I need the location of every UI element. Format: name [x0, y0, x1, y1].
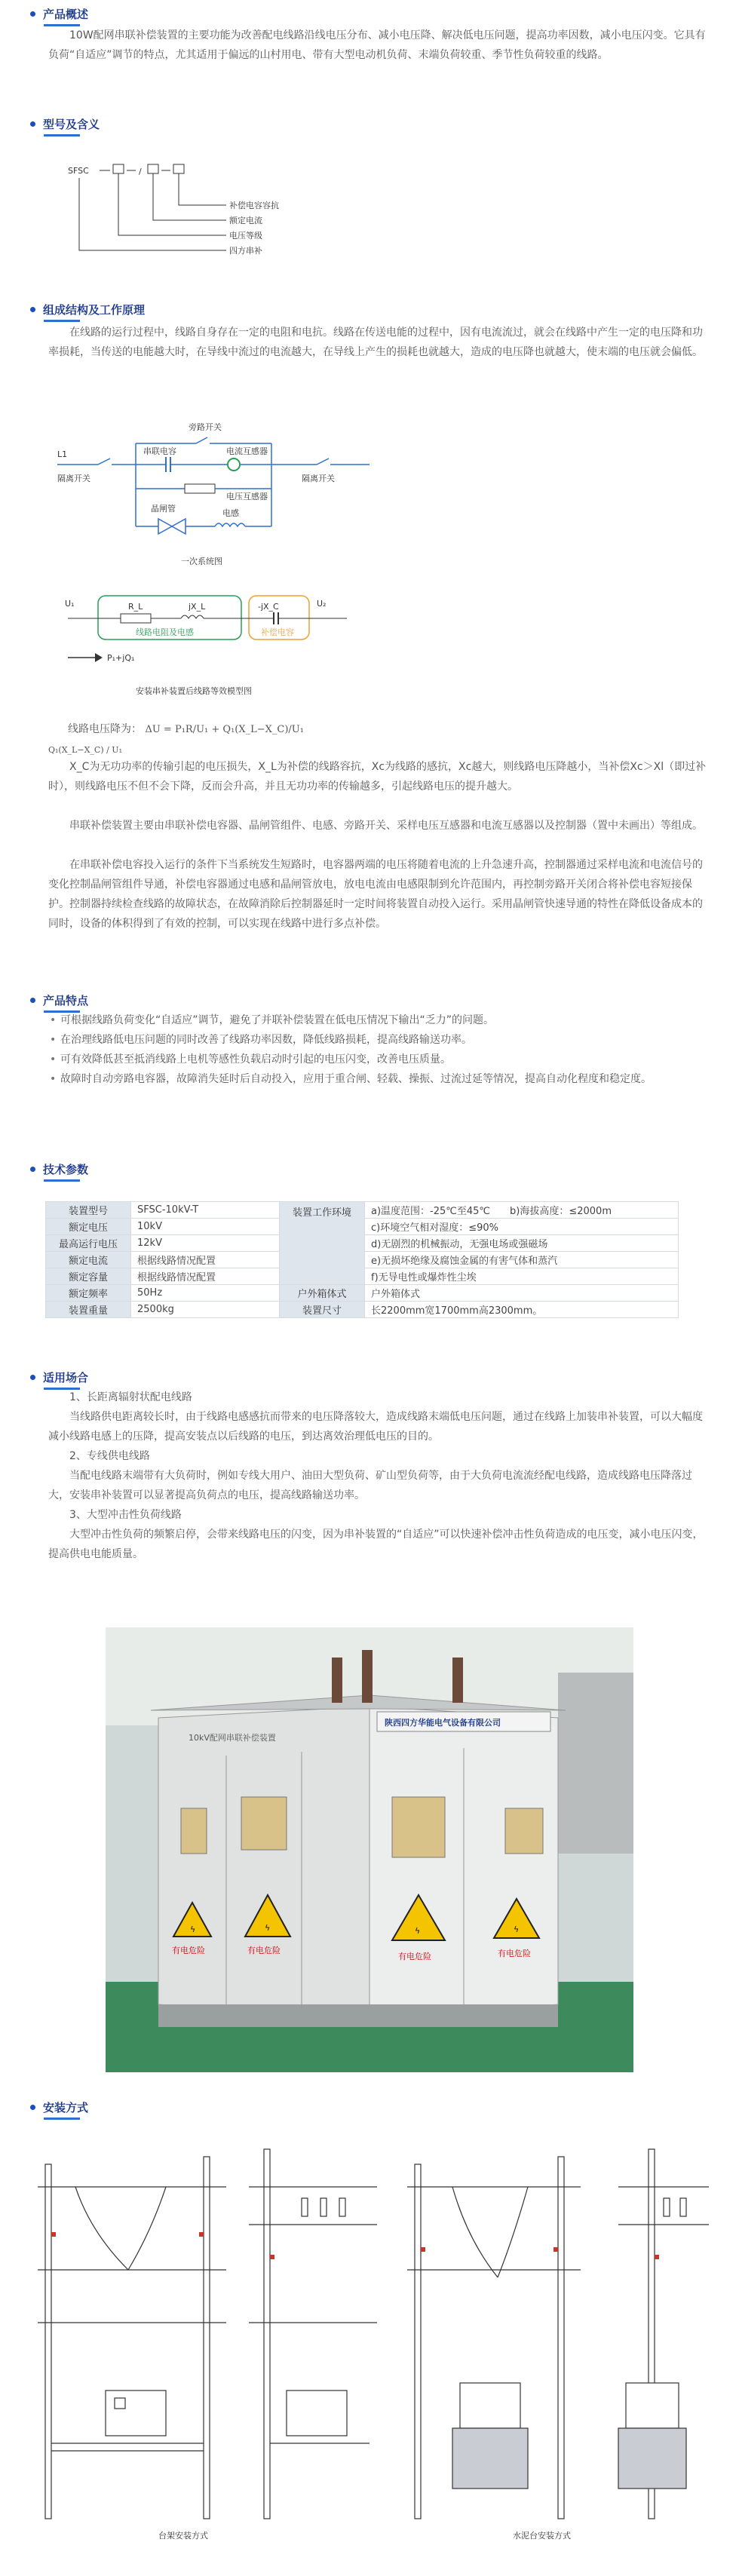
spec-key: 装置重量: [46, 1302, 131, 1318]
section-title-install: [30, 2099, 88, 2115]
left-switch-label: 隔离开关: [57, 474, 90, 483]
env-item: c)环境空气相对湿度：≤90%: [365, 1219, 679, 1235]
box-label: 户外箱体式: [280, 1285, 365, 1302]
bullet-icon: [30, 1167, 35, 1172]
model-code-diagram: [60, 151, 392, 279]
spec-key: 最高运行电压: [46, 1235, 131, 1252]
legend-voltage: 电压等级: [229, 231, 262, 241]
spec-key: 额定频率: [46, 1285, 131, 1302]
equivalent-model-diagram: [60, 588, 362, 709]
vt-label: 电压互感器: [226, 492, 268, 501]
bullet-icon: [30, 2105, 35, 2110]
cabinet-title: 10kV配网串联补偿装置: [189, 1733, 276, 1743]
install-caption-platform: 台架安装方式: [158, 2531, 208, 2541]
slash-separator: /: [139, 167, 142, 176]
bullet-icon: [30, 998, 35, 1003]
jx-label: jX_L: [189, 602, 206, 612]
warning-text: 有电危险: [247, 1946, 281, 1955]
structure-p2-text: 串联补偿装置主要由串联补偿电容器、晶闸管组件、电感、旁路开关、采样电压互感器和电流互感器以及控制器（置中未画出）等组成。: [69, 820, 703, 832]
title-underline: [44, 1179, 80, 1182]
env-item: f)无导电性或爆炸性尘埃: [365, 1268, 679, 1285]
legend-capacitance: 补偿电容容抗: [229, 201, 279, 210]
section-title-usage: [30, 1369, 88, 1385]
capacitor-label: 串联电容: [143, 446, 176, 456]
l1-label: L1: [57, 449, 68, 459]
specs-title: 技术参数: [43, 1163, 89, 1176]
formula-text: ΔU = P₁R/U₁ + Q₁(X_L−X_C)/U₁: [145, 724, 304, 735]
structure-p3: [48, 855, 712, 934]
spec-key: 额定电流: [46, 1252, 131, 1268]
section-title-structure: [30, 302, 145, 317]
model-title: 型号及含义: [43, 118, 100, 131]
box-value: 户外箱体式: [365, 1285, 679, 1302]
table-row: [46, 1202, 679, 1219]
spec-value: 根据线路情况配置: [131, 1252, 280, 1268]
bullet-icon: [30, 121, 35, 127]
table-row: [46, 1302, 679, 1318]
legend-current: 额定电流: [229, 216, 262, 225]
section-title-model: [30, 116, 100, 132]
reactor-label: 电感: [222, 508, 239, 518]
feature-item: • 可有效降低甚至抵消线路上电机等感性负载启动时引起的电压闪变，改善电压质量。: [48, 1050, 712, 1069]
warning-text: 有电危险: [172, 1946, 205, 1955]
structure-p3-text: 在串联补偿电容投入运行的条件下当系统发生短路时，电容器两端的电压将随着电流的上升急速升高，控制器通过采样电流和电流信号的变化控制晶闸管组件导通，补偿电容器通过电感和晶闸管放电，放电电流由电感限制到允许范围内，再控制旁路开关闭合将补偿电容短接保护。控制器持续检查线路的故障状态，在故障消除后控制器延时一定时间将装置自动投入运行。采用晶闸管快速导通的特性在降低设备成本的同时，设备的体积得到了有效的控制，可以实现在线路中进行多点补偿。: [48, 859, 703, 930]
usage-text: 大型冲击性负荷的频繁启停，会带来线路电压的闪变，因为串补装置的“自适应”可以快速补偿冲击性负荷造成的电压变，减小电压闪变，提高供电电能质量。: [48, 1529, 704, 1560]
spec-key: 装置型号: [46, 1202, 131, 1219]
warning-text: 有电危险: [498, 1949, 531, 1958]
section-title-specs: [30, 1161, 88, 1177]
legend-brand: 四方串补: [229, 246, 262, 256]
usage-heading: 1、长距离辐射状配电线路: [69, 1391, 192, 1403]
env-item: d)无剧烈的机械振动，无强电场或强磁场: [365, 1235, 679, 1252]
spec-key: 额定容量: [46, 1268, 131, 1285]
line-label: 线路电阻及电感: [136, 627, 194, 637]
power-label: P₁+jQ₁: [107, 653, 135, 663]
overview-text: 10W配网串联补偿装置的主要功能为改善配电线路沿线电压分布、减小电压降、解决低电压问题，提高功率因数，减小电压闪变。它具有负荷“自适应”调节的特点，尤其适用于偏远的山村用电、带有大型电动机负荷、末端负荷较重、季节性负荷较重的线路。: [48, 29, 706, 61]
overview-paragraph: [48, 26, 712, 65]
spec-value: 12kV: [131, 1235, 280, 1252]
usage-text: 当配电线路末端带有大负荷时，例如专线大用户、油田大型负荷、矿山型负荷等，由于大负荷电流流经配电线路，造成线路电压降落过大，安装串补装置可以显著提高负荷点的电压，提高线路输送功率。: [48, 1470, 692, 1501]
formula-row: [68, 721, 304, 736]
nameplate-text: 陕西四方华能电气设备有限公司: [385, 1718, 501, 1728]
spec-key: 额定电压: [46, 1219, 131, 1235]
spec-value: 10kV: [131, 1219, 280, 1235]
env-item: e)无损坏绝缘及腐蚀金属的有害气体和蒸汽: [365, 1252, 679, 1268]
lightning-icon: ϟ: [514, 1924, 520, 1934]
structure-intro-text: 在线路的运行过程中，线路自身存在一定的电阻和电抗。线路在传送电能的过程中，因有电流流过，就会在线路中产生一定的电压降和功率损耗，当传送的电能越大时，在导线中流过的电流越大，在导线上产生的损耗也就越大，造成的电压降也就越大，使末端的电压就会偏低。: [48, 327, 703, 358]
structure-title: 组成结构及工作原理: [43, 303, 146, 317]
bypass-switch-label: 旁路开关: [189, 422, 222, 432]
right-switch-label: 隔离开关: [302, 474, 335, 483]
title-underline: [44, 2118, 80, 2120]
thyristor-label: 晶闸管: [151, 504, 176, 514]
structure-intro: [48, 323, 712, 362]
spec-value: 50Hz: [131, 1285, 280, 1302]
usage-heading: 2、专线供电线路: [69, 1450, 150, 1462]
feature-item: • 在治理线路低电压问题的同时改善了线路功率因数，降低线路损耗，提高线路输送功率。: [48, 1030, 712, 1050]
spec-value: SFSC-10kV-T: [131, 1202, 280, 1219]
table-row: [46, 1285, 679, 1302]
bullet-icon: [30, 1375, 35, 1380]
jxc-label: -jX_C: [258, 602, 279, 612]
structure-explain: [48, 757, 712, 796]
u2-label: U₂: [317, 599, 327, 609]
lightning-icon: ϟ: [190, 1924, 196, 1934]
product-photo: [106, 1627, 633, 2072]
install-caption-concrete: 水泥台安装方式: [513, 2531, 571, 2541]
spec-value: 2500kg: [131, 1302, 280, 1318]
size-value: 长2200mm宽1700mm高2300mm。: [365, 1302, 679, 1318]
env-label: 装置工作环境: [280, 1202, 365, 1285]
comp-label: 补偿电容: [261, 627, 294, 637]
ct-label: 电流互感器: [226, 446, 268, 456]
features-title: 产品特点: [43, 994, 89, 1007]
bullet-icon: [30, 307, 35, 312]
usage-title: 适用场合: [43, 1371, 89, 1385]
env-item: a)温度范围：-25℃至45℃ b)海拔高度：≤2000m: [365, 1202, 679, 1219]
install-diagrams: [30, 2134, 724, 2556]
diagram2-caption: 安装串补装置后线路等效模型图: [136, 686, 252, 696]
formula-label: 线路电压降为：: [68, 723, 142, 735]
section-title-features: [30, 992, 88, 1008]
overview-title: 产品概述: [43, 8, 89, 21]
primary-system-diagram: [53, 421, 377, 572]
structure-p2: [48, 816, 712, 836]
model-code: SFSC: [68, 166, 89, 176]
size-label: 装置尺寸: [280, 1302, 365, 1318]
spec-table: [45, 1201, 679, 1318]
usage-text: 当线路供电距离较长时，由于线路电感感抗而带来的电压降落较大，造成线路末端低电压问题，通过在线路上加装串补装置，可以大幅度减小线路电感上的压降，提高安装点以后线路的电压，到达离效治理低电压的目的。: [48, 1411, 703, 1443]
bullet-icon: [30, 11, 35, 17]
features-list: [48, 1010, 712, 1089]
usage-heading: 3、大型冲击性负荷线路: [69, 1509, 182, 1521]
structure-explain-text: X_C为无功功率的传输引起的电压损失，X_L为补偿的线路容抗，Xc为线路的感抗，Xc越大，则线路电压降越小，当补偿Xc＞Xl（即过补时），则线路电压不但不会下降，反而会升高，并且无功功率的传输越多，引起线路电压的提升越大。: [48, 761, 707, 793]
spec-value: 根据线路情况配置: [131, 1268, 280, 1285]
lightning-icon: ϟ: [415, 1926, 421, 1936]
warning-text: 有电危险: [398, 1952, 431, 1961]
install-title: 安装方式: [43, 2101, 89, 2114]
title-underline: [44, 320, 80, 322]
section-title-overview: [30, 6, 88, 22]
feature-item: • 可根据线路负荷变化“自适应”调节，避免了并联补偿装置在低电压情况下输出“乏力”的问题。: [48, 1010, 712, 1030]
title-underline: [44, 134, 80, 136]
usage-content: [48, 1388, 712, 1564]
feature-item: • 故障时自动旁路电容器，故障消失延时后自动投入，应用于重合闸、轻载、操振、过流过延等情况，提高自动化程度和稳定度。: [48, 1069, 712, 1089]
r-label: R_L: [128, 602, 143, 612]
formula-fraction: Q₁(X_L−X_C) / U₁: [48, 745, 122, 755]
diagram1-caption: 一次系统图: [181, 557, 222, 566]
u1-label: U₁: [65, 599, 75, 609]
lightning-icon: ϟ: [265, 1923, 271, 1933]
